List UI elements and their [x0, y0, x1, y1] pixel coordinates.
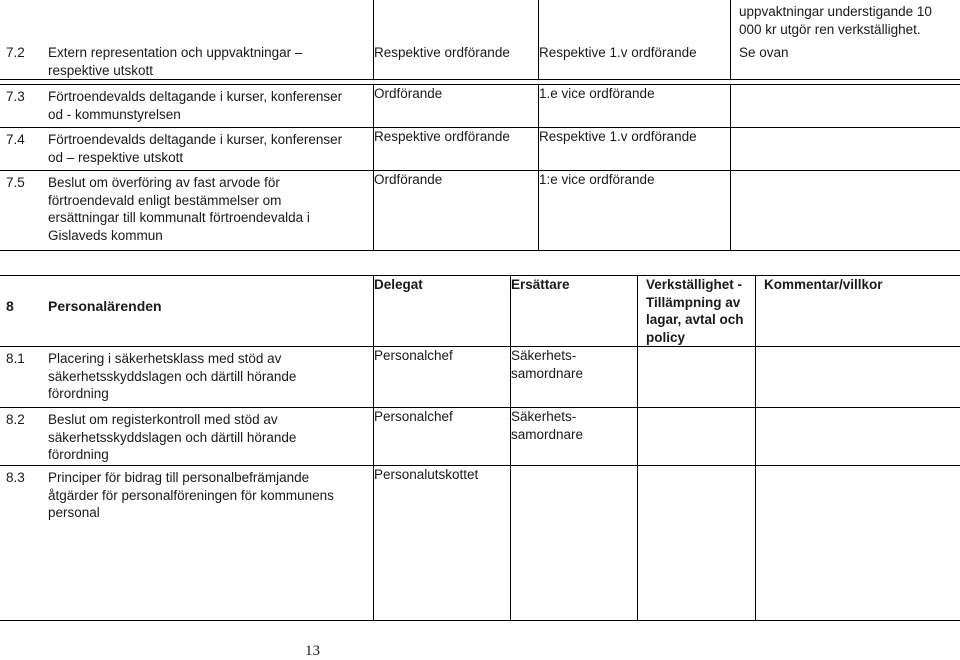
row-number: 8.1 — [6, 351, 25, 366]
table-row — [0, 347, 960, 408]
row-number: 8.3 — [6, 470, 25, 485]
verk-cell — [731, 171, 960, 251]
matter-text: Principer för bidrag till personalbefrämjande åtgärder för personalföreningen för kommunens personal — [48, 470, 334, 520]
row-number: 8.2 — [6, 412, 25, 427]
table-row — [0, 128, 960, 171]
table-row — [0, 408, 960, 466]
matter-text: Förtroendevalds deltagande i kurser, konferenser od - kommunstyrelsen — [48, 89, 343, 122]
page-number: 13 — [305, 643, 320, 659]
header-verkstallighet: Verkställighet - Tillämpning av lagar, avtal och policy — [638, 276, 756, 347]
row-number: 7.3 — [6, 89, 25, 104]
comment-cell — [756, 347, 960, 408]
header-delegat: Delegat — [374, 276, 511, 347]
matter-cell — [0, 171, 374, 251]
matter-cell — [0, 347, 374, 408]
verk-cell — [638, 408, 756, 466]
delegat-cell: Personalchef — [374, 347, 511, 408]
matter-cell — [0, 466, 374, 621]
table-row — [0, 0, 960, 80]
verk-text: Se ovan — [739, 45, 789, 60]
comment-cell — [756, 466, 960, 621]
row-number: 7.5 — [6, 175, 25, 190]
matter-text: Extern representation och uppvaktningar – respektive utskott — [48, 45, 303, 78]
ersattare-text: Säkerhets-samordnare — [511, 409, 584, 442]
matter-text: Beslut om registerkontroll med stöd av säkerhetsskyddslagen och därtill hörande förordning — [48, 412, 297, 462]
verk-cell — [731, 85, 960, 128]
ersattare-cell: Respektive 1.v ordförande — [539, 0, 731, 80]
table-row — [0, 171, 960, 251]
matter-cell — [0, 0, 374, 80]
header-kommentar: Kommentar/villkor — [756, 276, 960, 347]
delegat-cell: Respektive ordförande — [374, 128, 539, 171]
delegation-table-section-7 — [0, 0, 960, 80]
table-row — [0, 85, 960, 128]
matter-text: Placering i säkerhetsklass med stöd av säkerhetsskyddslagen och därtill hörande förordning — [48, 351, 297, 401]
delegat-cell: Ordförande — [374, 85, 539, 128]
ersattare-cell — [511, 408, 638, 466]
ersattare-cell — [511, 466, 638, 621]
comment-cell — [756, 408, 960, 466]
ersattare-cell: 1.e vice ordförande — [539, 85, 731, 128]
ersattare-text: Säkerhets-samordnare — [511, 348, 584, 381]
matter-text: Beslut om överföring av fast arvode för förtroendevald enligt bestämmelser om ersättningar till kommunalt förtroendevalda i Gislaveds kommun — [48, 175, 310, 243]
verk-cell — [638, 466, 756, 621]
matter-cell — [0, 408, 374, 466]
delegat-cell: Personalchef — [374, 408, 511, 466]
table-row — [0, 466, 960, 621]
matter-text: Förtroendevalds deltagande i kurser, konferenser od – respektive utskott — [48, 132, 343, 165]
delegat-cell: Ordförande — [374, 171, 539, 251]
comment-text: uppvaktningar understigande 10 000 kr utgör ren verkställighet. — [739, 4, 932, 37]
verk-comment-cell — [731, 0, 960, 80]
row-number: 7.2 — [6, 45, 25, 60]
verk-cell — [638, 347, 756, 408]
section-heading-cell — [0, 276, 374, 347]
matter-cell — [0, 85, 374, 128]
row-number: 7.4 — [6, 132, 25, 147]
section-title: Personalärenden — [48, 298, 162, 314]
ersattare-cell: Respektive 1.v ordförande — [539, 128, 731, 171]
ersattare-cell: 1:e vice ordförande — [539, 171, 731, 251]
header-row — [0, 276, 960, 347]
matter-cell — [0, 128, 374, 171]
delegat-cell: Personalutskottet — [374, 466, 511, 621]
delegation-table-section-8 — [0, 275, 960, 621]
header-ersattare: Ersättare — [511, 276, 638, 347]
ersattare-cell — [511, 347, 638, 408]
section-number: 8 — [6, 298, 14, 314]
delegation-table-section-7-rows — [0, 84, 960, 251]
delegat-cell: Respektive ordförande — [374, 0, 539, 80]
verk-cell — [731, 128, 960, 171]
